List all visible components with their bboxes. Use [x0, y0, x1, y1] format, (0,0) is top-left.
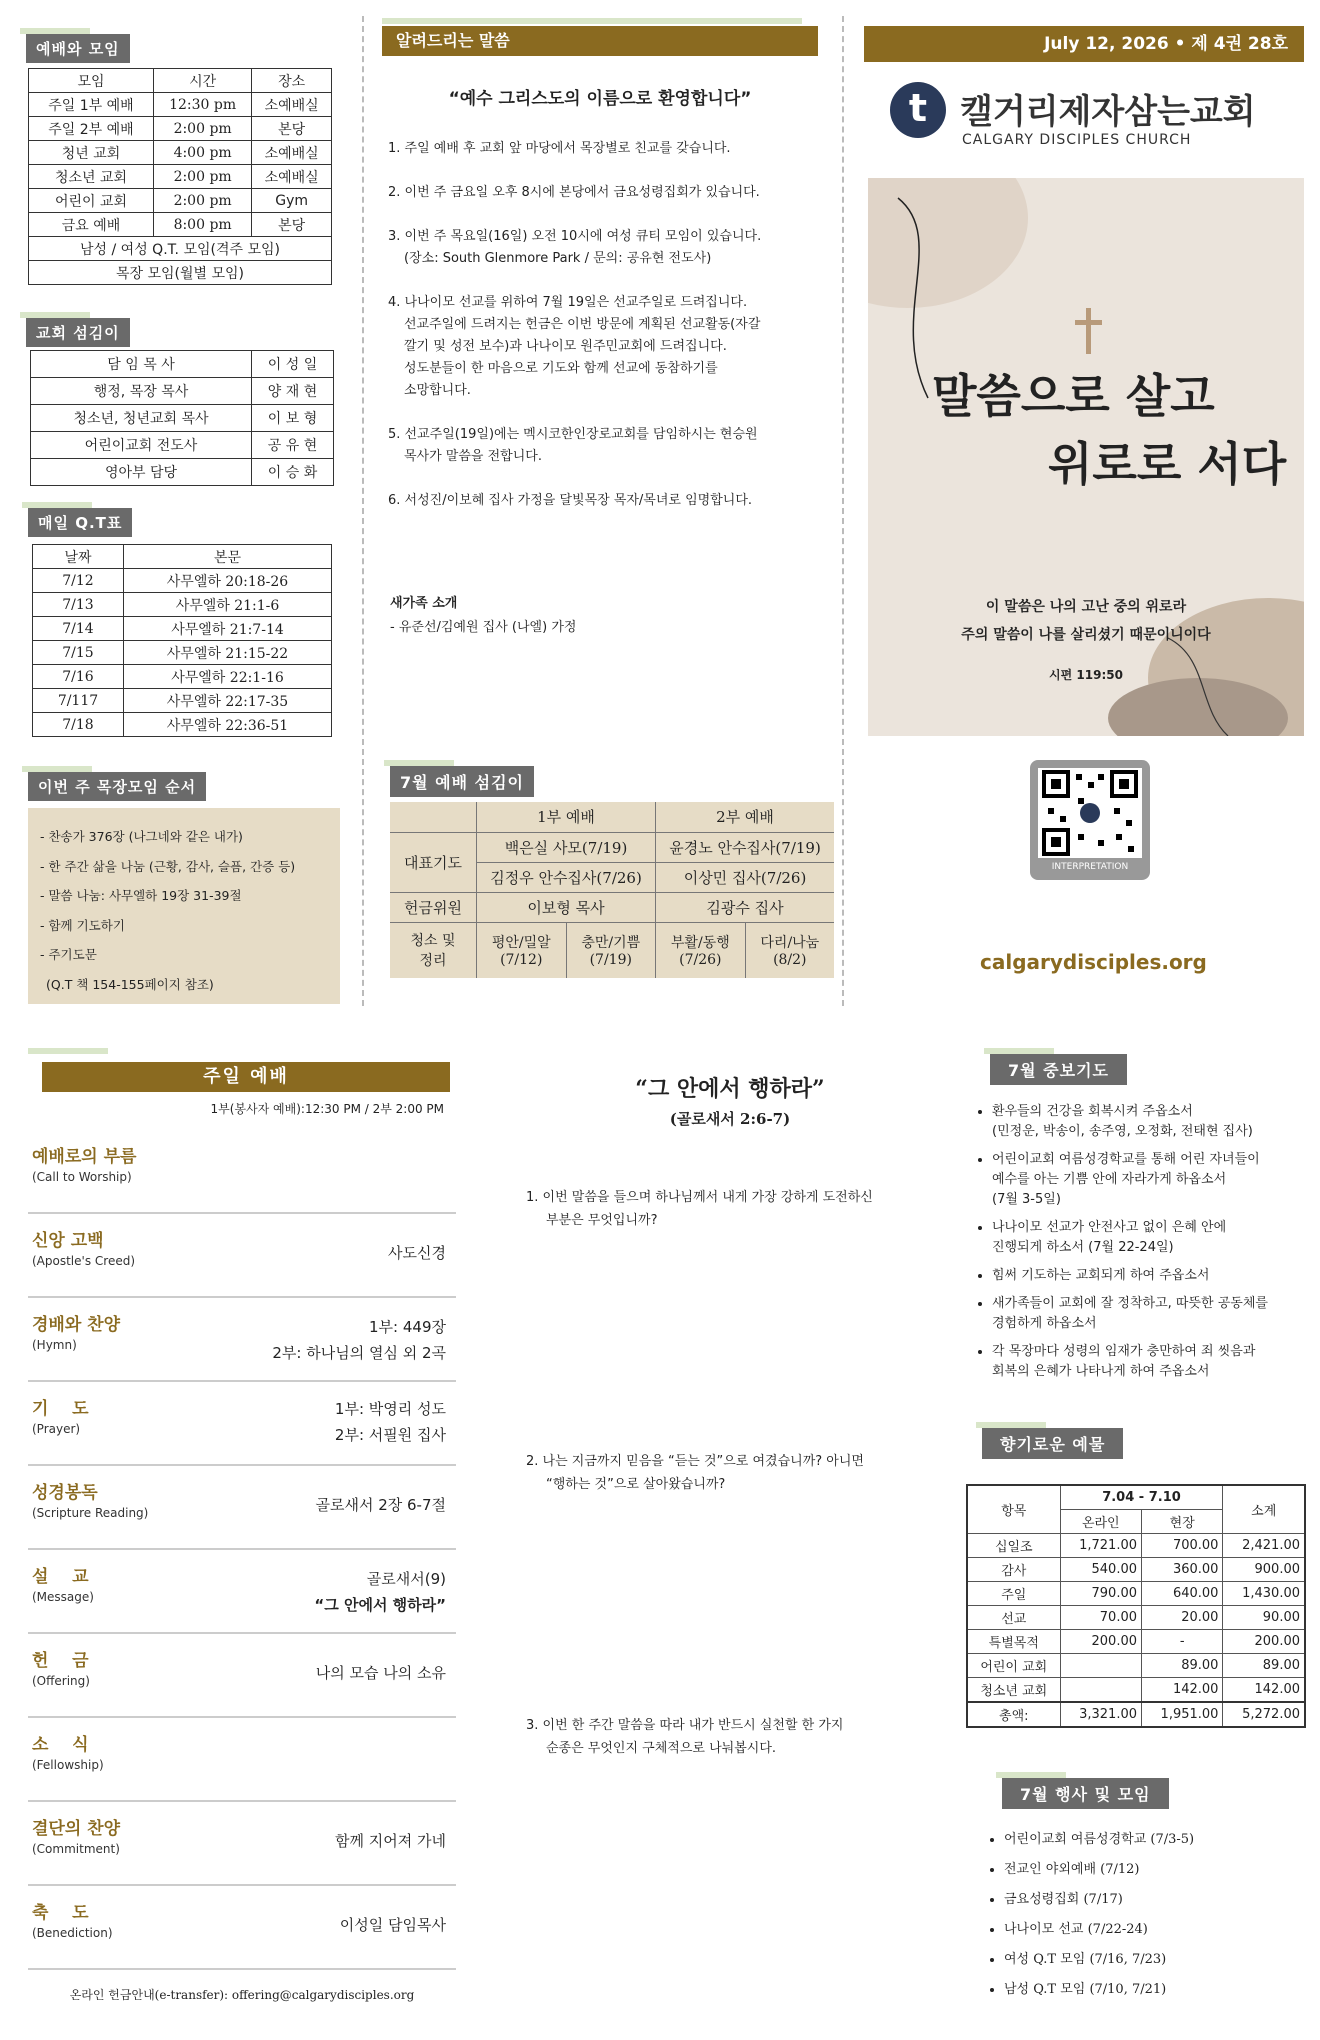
sermon-question-2: 2. 나는 지금까지 믿음을 “듣는 것”으로 여겼습니까? 아니면 “행하는 것”으로 살아왔습니까?	[526, 1454, 864, 1492]
cover-headline-2: 위로로 서다	[1048, 437, 1287, 491]
column-divider	[362, 16, 364, 1006]
offering-table: 항목 7.04 - 7.10 소계 온라인 현장 십일조 1,721.00 700.00 2,421.00 감사 540.00 360.00 900.00 주일 790.00 640.00 1,430.00 선교 70.00 20.00 90.00 특별목적 200.00 - 200.00 어린이 교회 89.00 89.00 청소년 교회 142.00 142.00 총액: 3,321.00 1,951.00 5,272.00	[966, 1484, 1306, 1728]
list-item: • 힘써 기도하는 교회되게 하여 주옵소서	[992, 1266, 1312, 1286]
order-scripture: 성경봉독 (Scripture Reading) 골로새서 2장 6-7절	[28, 1464, 456, 1550]
table-row: 어린이 교회 2:00 pm Gym	[29, 189, 332, 213]
cover-verse-ref: 시편 119:50	[1049, 668, 1123, 682]
table-row: 특별목적 200.00 - 200.00	[967, 1630, 1305, 1654]
column-divider	[842, 16, 844, 1006]
prayer-header: 7월 중보기도	[990, 1054, 1127, 1085]
table-row: 7/15 사무엘하 21:15-22	[33, 641, 332, 665]
table-row: 행정, 목장 목사 양 재 현	[31, 378, 334, 405]
list-item: - 말씀 나눔: 사무엘하 19장 31-39절	[40, 888, 242, 903]
online-offering-note: 온라인 헌금안내(e-transfer): offering@calgarydisciples.org	[69, 1988, 415, 2002]
service-times: 1부(봉사자 예배):12:30 PM / 2부 2:00 PM	[210, 1102, 444, 1116]
staff-header: 교회 섬김이	[26, 318, 130, 347]
qt-header: 매일 Q.T표	[28, 508, 132, 537]
prayer-list	[972, 1102, 1312, 1390]
order-message: 설 교 (Message) 골로새서(9) “그 안에서 행하라”	[28, 1548, 456, 1634]
list-item: • 각 목장마다 성령의 임재가 충만하여 죄 씻음과 회복의 은혜가 나타나게 하여 주옵소서	[992, 1342, 1312, 1382]
table-row: 담 임 목 사 이 성 일	[31, 351, 334, 378]
order-call: 예배로의 부름 (Call to Worship)	[28, 1128, 456, 1214]
table-row: 청소년, 청년교회 목사 이 보 형	[31, 405, 334, 432]
table-row: 7/117 사무엘하 22:17-35	[33, 689, 332, 713]
table-row: 주일 2부 예배 2:00 pm 본당	[29, 117, 332, 141]
list-item: • 새가족들이 교회에 잘 정착하고, 따뜻한 공동체를 경험하게 하옵소서	[992, 1294, 1312, 1334]
sunday-header: 주일 예배	[42, 1062, 450, 1092]
table-row: 청년 교회 4:00 pm 소예배실	[29, 141, 332, 165]
staff-table	[30, 350, 334, 486]
issue-date: July 12, 2026 • 제 4권 28호	[864, 26, 1304, 62]
table-row: 금요 예배 8:00 pm 본당	[29, 213, 332, 237]
announce-header: 알려드리는 말씀	[382, 26, 818, 56]
table-row: 7/14 사무엘하 21:7-14	[33, 617, 332, 641]
mokjang-box	[28, 808, 340, 1004]
order-prayer: 기 도 (Prayer) 1부: 박영리 성도 2부: 서필원 집사	[28, 1380, 456, 1466]
list-item: 6. 서성진/이보혜 집사 가정을 달빛목장 목자/목녀로 임명합니다.	[388, 493, 753, 508]
sermon-question-3: 3. 이번 한 주간 말씀을 따라 내가 반드시 실천할 한 가지 순종은 무엇인지 구체적으로 나눠봅시다.	[526, 1718, 844, 1756]
list-item: 1. 주일 예배 후 교회 앞 마당에서 목장별로 친교를 갖습니다.	[388, 141, 731, 156]
order-benediction: 축 도 (Benediction) 이성일 담임목사	[28, 1884, 456, 1970]
mokjang-header: 이번 주 목장모임 순서	[28, 772, 206, 801]
table-row: 7/16 사무엘하 22:1-16	[33, 665, 332, 689]
table-row: 감사 540.00 360.00 900.00	[967, 1558, 1305, 1582]
website-link[interactable]: calgarydisciples.org	[980, 950, 1207, 974]
col-header: 날짜	[33, 545, 124, 569]
sermon-question-1: 1. 이번 말씀을 들으며 하나님께서 내게 가장 강하게 도전하신 부분은 무엇입니까?	[526, 1190, 873, 1228]
sermon-title: “그 안에서 행하라”	[635, 1076, 825, 1102]
table-row: 청소년 교회 2:00 pm 소예배실	[29, 165, 332, 189]
list-item: - 주기도문	[40, 947, 97, 962]
worship-table	[28, 68, 332, 285]
church-logo-icon: t	[890, 82, 946, 138]
table-row: 7/18 사무엘하 22:36-51	[33, 713, 332, 737]
col-header: 모임	[29, 69, 154, 93]
july-service-header: 7월 예배 섬김이	[390, 766, 534, 797]
order-creed: 신앙 고백 (Apostle's Creed) 사도신경	[28, 1212, 456, 1298]
decor-bar	[382, 18, 802, 24]
announce-list	[388, 138, 808, 534]
qr-label: INTERPRETATION	[1051, 862, 1129, 872]
sermon-ref: (골로새서 2:6-7)	[669, 1110, 791, 1128]
table-row: 어린이 교회 89.00 89.00	[967, 1654, 1305, 1678]
table-row: 어린이교회 전도사 공 유 현	[31, 432, 334, 459]
qt-table	[32, 544, 332, 737]
qr-code[interactable]	[1030, 760, 1150, 880]
decor-bar	[28, 1048, 108, 1054]
cover-verse-1: 이 말씀은 나의 고난 중의 위로라	[985, 599, 1187, 615]
newfam-text: - 유준선/김예원 집사 (나엘) 가정	[390, 620, 577, 635]
events-header: 7월 행사 및 모임	[1002, 1778, 1169, 1809]
list-item: • 남성 Q.T 모임 (7/10, 7/21)	[1004, 1980, 1304, 2000]
table-row: 청소년 교회 142.00 142.00	[967, 1678, 1305, 1703]
order-fellowship: 소 식 (Fellowship)	[28, 1716, 456, 1802]
list-item: • 전교인 야외예배 (7/12)	[1004, 1860, 1304, 1880]
church-name-ko: 캘거리제자삼는교회	[960, 92, 1256, 132]
cover-image	[868, 178, 1304, 736]
list-item: • 나나이모 선교 (7/22-24)	[1004, 1920, 1304, 1940]
list-item: • 어린이교회 여름성경학교를 통해 어린 자녀들이 예수를 아는 기쁨 안에 자라가게 하옵소서 (7월 3-5일)	[992, 1150, 1312, 1210]
list-item: - 찬송가 376장 (나그네와 같은 내가)	[40, 829, 243, 844]
list-item: • 여성 Q.T 모임 (7/16, 7/23)	[1004, 1950, 1304, 1970]
col-header: 장소	[252, 69, 332, 93]
list-item: • 금요성령집회 (7/17)	[1004, 1890, 1304, 1910]
newfam-title: 새가족 소개	[390, 596, 458, 611]
table-row: 주일 790.00 640.00 1,430.00	[967, 1582, 1305, 1606]
qr-pattern	[1038, 768, 1142, 858]
events-list	[984, 1830, 1304, 2010]
list-item: • 환우들의 건강을 회복시켜 주옵소서 (민정운, 박송이, 송주영, 오정화, 전태현 집사)	[992, 1102, 1312, 1142]
list-item: 2. 이번 주 금요일 오후 8시에 본당에서 금요성령집회가 있습니다.	[388, 185, 760, 200]
list-item: 4. 나나이모 선교를 위하여 7월 19일은 선교주일로 드려집니다. 선교주일에 드려지는 헌금은 이번 방문에 계획된 선교활동(자갈 깔기 및 성전 보수)과 나나이모 원주민교회에 드려집니다. 성도분들이 한 마음으로 기도와 함께 선교에 동참하기를 소망합니다.	[388, 295, 761, 398]
col-header: 시간	[153, 69, 251, 93]
order-commitment: 결단의 찬양 (Commitment) 함께 지어져 가네	[28, 1800, 456, 1886]
list-item: - 한 주간 삶을 나눔 (근황, 감사, 슬픔, 간증 등)	[40, 858, 296, 874]
order-hymn: 경배와 찬양 (Hymn) 1부: 449장 2부: 하나님의 열심 외 2곡	[28, 1296, 456, 1382]
table-row: 총액: 3,321.00 1,951.00 5,272.00	[967, 1702, 1305, 1727]
table-row: 7/13 사무엘하 21:1-6	[33, 593, 332, 617]
list-item: 3. 이번 주 목요일(16일) 오전 10시에 여성 큐티 모임이 있습니다. (장소: South Glenmore Park / 문의: 공유현 전도사)	[388, 229, 762, 266]
announce-title: “예수 그리스도의 이름으로 환영합니다”	[448, 89, 752, 109]
list-item: - 함께 기도하기	[40, 917, 125, 933]
table-row: 영아부 담당 이 승 화	[31, 459, 334, 486]
col-header: 본문	[124, 545, 332, 569]
table-row: 남성 / 여성 Q.T. 모임(격주 모임)	[29, 237, 332, 261]
table-row: 목장 모임(월별 모임)	[29, 261, 332, 285]
order-offering: 헌 금 (Offering) 나의 모습 나의 소유	[28, 1632, 456, 1718]
worship-header: 예배와 모임	[26, 34, 130, 63]
church-name-en: CALGARY DISCIPLES CHURCH	[962, 132, 1192, 148]
july-service-table: 1부 예배 2부 예배 대표기도 백은실 사모(7/19) 윤경노 안수집사(7/19) 김정우 안수집사(7/26) 이상민 집사(7/26) 헌금위원 이보형 목사 김광수 집사 청소 및 정리 평안/밀알 (7/12) 충만/기쁨 (7/19) 부활/동행 (7/26) 다리/나눔 (8/2)	[390, 802, 834, 978]
offering-header: 향기로운 예물	[982, 1428, 1123, 1459]
list-item: 5. 선교주일(19일)에는 멕시코한인장로교회를 담임하시는 현승원 목사가 말씀을 전합니다.	[388, 427, 758, 464]
table-row: 선교 70.00 20.00 90.00	[967, 1606, 1305, 1630]
cover-verse-2: 주의 말씀이 나를 살리셨기 때문이니이다	[961, 627, 1211, 643]
list-item: • 나나이모 선교가 안전사고 없이 은혜 안에 진행되게 하소서 (7월 22-24일)	[992, 1218, 1312, 1258]
table-row: 십일조 1,721.00 700.00 2,421.00	[967, 1534, 1305, 1558]
table-row: 주일 1부 예배 12:30 pm 소예배실	[29, 93, 332, 117]
list-item: (Q.T 책 154-155페이지 참조)	[46, 976, 214, 992]
table-row: 7/12 사무엘하 20:18-26	[33, 569, 332, 593]
cover-headline-1: 말씀으로 살고	[932, 369, 1215, 423]
list-item: • 어린이교회 여름성경학교 (7/3-5)	[1004, 1830, 1304, 1850]
